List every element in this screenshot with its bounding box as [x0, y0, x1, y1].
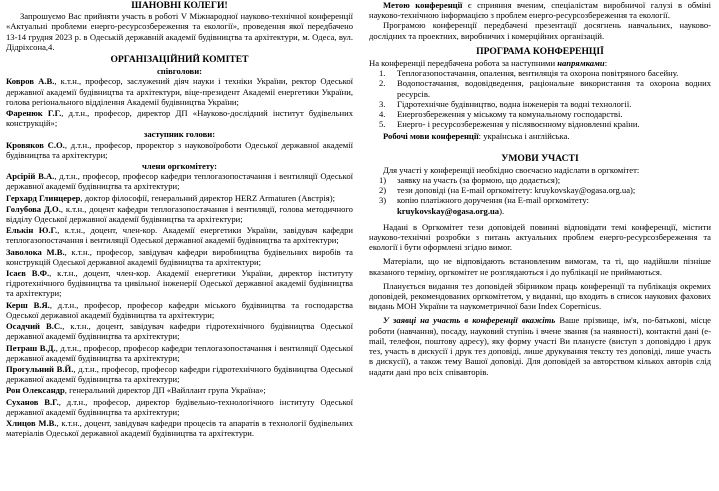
deputy-desc: , д.т.н., професор, проректор з науковоїроботи Одеської державної академії будівництва та архітектури;: [6, 139, 354, 160]
goal-label: Метою конференції: [383, 0, 463, 10]
committee-title: ОРГАНІЗАЦІЙНИЙ КОМІТЕТ: [110, 54, 249, 66]
committee-member-entry: [6, 193, 353, 203]
member-name: Осадчий В.С.: [6, 321, 63, 332]
deputy-subtitle: заступник голови:: [143, 129, 216, 140]
member-description: , к.т.н., професор, завідувач кафедри виробництва будівельних виробів та конструкцій Одеської державної академії будівництва та архітектури;: [6, 246, 353, 267]
apply-label: У заявці на участь в конференції вкажіть: [383, 315, 556, 326]
member-description: , к.т.н., доцент, завідувач кафедри процесів та апаратів в технології будівельних матеріалів Одеської державної академії будівництва та архітектури.: [6, 417, 353, 439]
list-number: 5.: [379, 119, 386, 130]
invitation-paragraph: Запрошуємо Вас прийняти участь в роботі V Міжнародної науково-технічної конференції «Актуальні проблеми енерго-ресурсозбереження та екології», проведення якої передбачено 13-14 грудня 2023 р. в Одеській державній академії будівництва та архітектури, м. Одеса, вул. Дідріхсона,4.: [6, 11, 353, 52]
committee-member-entry: [6, 364, 353, 384]
member-name: Ковров А.В.: [6, 76, 55, 87]
member-name: Суханов В.Г.: [6, 396, 59, 407]
member-name: Заволока М.В.: [6, 246, 65, 257]
goal-paragraph: [369, 0, 711, 20]
goal-text: є сприяння вченим, спеціалістам виробничої галузі в обміні науково-технічною інформацією з проблем енерго-ресурсозбереження та екології.: [369, 0, 711, 21]
committee-member-entry: [6, 300, 353, 320]
condition-item: [369, 185, 711, 195]
list-number: 3): [379, 195, 387, 206]
list-number: 3.: [379, 98, 386, 109]
languages-paragraph: [369, 131, 711, 141]
direction-item: [369, 99, 711, 109]
conditions-intro: Для участі у конференції необхідно своєчасно надіслати в оргкомітет:: [383, 164, 640, 175]
list-text: Енергозбереження у міському та комунальному господарстві.: [397, 109, 623, 120]
conditions-email[interactable]: kruykovskay@ogasa.org.ua: [397, 205, 500, 216]
member-name: Хлицов М.В.: [6, 417, 57, 428]
conditions-email-line: kruykovskay@ogasa.org.ua).: [397, 205, 505, 216]
members-subtitle: члени оргкомітету:: [142, 161, 217, 172]
member-description: , к.т.н., доцент, член-кор. Академії енергетики України, директор інституту гідротехнічного будівництва та цивільної інженерії Одеської державної академії будівництва та архітектури;: [6, 268, 353, 299]
direction-item: [369, 78, 711, 98]
member-name: Рон Олександр: [6, 385, 65, 396]
member-description: , д.т.н., професор, професор кафедри гідротехнічного будівництва Одеської державної академії будівництва та архітектури;: [6, 363, 353, 385]
right-column: [369, 0, 711, 377]
left-column: [6, 0, 353, 439]
member-name: Петраш В.Д.: [6, 342, 56, 353]
list-number: 1): [379, 175, 387, 186]
deputy-entry: [6, 140, 353, 160]
member-description: , к.т.н., доцент кафедри теплогазопостачання і вентиляції, голова методичного відділу Одеської державної академії будівництва та архітектури;: [6, 203, 353, 225]
member-description: , доктор філософії, генеральний директор HERZ Armaturen (Австрія);: [80, 192, 335, 203]
list-text: заявку на участь (за формою, що додається);: [397, 175, 561, 186]
conditions-title: УМОВИ УЧАСТІ: [501, 152, 579, 164]
member-name: Прогульний В.Й.: [6, 363, 74, 374]
committee-member-entry: [6, 343, 353, 363]
chairs-list: [6, 76, 353, 128]
direction-item: [369, 109, 711, 119]
committee-member-entry: [6, 385, 353, 395]
list-number: 2): [379, 185, 387, 196]
deputy-name: Кровяков С.О.: [6, 139, 65, 150]
committee-member-entry: [6, 204, 353, 224]
program-paragraph: Програмою конференції передбачені презентації досягнень навчальних, науково-дослідних та проектних, виробничих і комерційних організацій.: [369, 20, 711, 41]
list-text: тези доповіді (на E-mail оргкомітету: kruykovskay@ogasa.org.ua);: [397, 185, 636, 196]
reject-paragraph: Матеріали, що не відповідають встановленим вимогам, та ті, що надійшли пізніше вказаного терміну, оргкомітет не розглядаються і до публікації не приймаються.: [369, 256, 711, 277]
program-intro-emphasis: напрямками: [557, 58, 605, 69]
member-name: Арсірій В.А.: [6, 171, 55, 182]
theses-paragraph: Надані в Оргкомітет тези доповідей повинні відповідати темі конференції, містити науково-технічні розробки з питань актуальних проблем енерго-ресурсозбереження та екології і бути оформлені згідно вимог.: [369, 221, 711, 253]
member-description: , генеральний директор ДП «Вайллант група Україна»;: [64, 385, 266, 396]
list-text: Енерго- і ресурсозбереження у післявоєнному відновленні країни.: [397, 119, 640, 130]
list-number: 2.: [379, 78, 386, 89]
direction-item: [369, 119, 711, 129]
committee-member-entry: [6, 418, 353, 438]
list-text: Гідротехнічне будівництво, водна інженерія та водні технології.: [397, 98, 632, 109]
publish-paragraph: Планується видання тез доповідей збірником праць конференції та публікація окремих доповідей, рекомендованих оргкомітетом, у виданні, що входить в список наукових фахових видань МОН України та наукометричної бази Index Copernicus.: [369, 280, 711, 312]
condition-item: [369, 195, 711, 205]
direction-item: [369, 68, 711, 78]
chairs-subtitle: співголови:: [156, 66, 203, 77]
apply-paragraph: [369, 315, 711, 376]
member-name: Фаренюк Г.Г.: [6, 108, 62, 119]
member-description: , д.т.н., професор, професор кафедри міського будівництва та господарства Одеської державної академії будівництва та архітектури;: [6, 299, 353, 320]
condition-item: [369, 175, 711, 185]
program-title: ПРОГРАМА КОНФЕРЕНЦІЇ: [476, 45, 604, 57]
member-description: , к.т.н., професор, заслужений діяч науки і техніки України, ректор Одеської державної академії будівництва та архітектури, віце-президент Академії енергетики України, голова регіонального відділення Академії будівництва України;: [6, 76, 354, 107]
member-description: , к.т.н., доцент, завідувач кафедри гідротехнічного будівництва Одеської державної академії будівництва та архітектури;: [6, 321, 353, 342]
languages-label: Робочі мови конференції: [383, 131, 479, 142]
apply-text: Ваше прізвище, ім'я, по-батькові, місце роботи (навчання), посаду, науковий ступінь і вчене звання (за наявності), контактні дані (e-mail, телефон, поштову адресу), яку форму участі Ви плануєте (виступ з доповіддю і друк тез, участь в дискусії і друк тез доповіді, лише друкування тексту тез доповіді, лише участь в дискусії), а також тему Вашої доповіді. Для доповідей за авторством кількох авторів слід надати дані про всіх співавторів.: [369, 315, 711, 377]
members-list: [6, 171, 353, 438]
member-description: , д.т.н., професор, директор ДП «Науково-дослідний інститут будівельних конструкцій»;: [6, 108, 353, 129]
languages-text: : українська і англійська.: [478, 131, 570, 142]
committee-member-entry: [6, 76, 353, 107]
conditions-list: [369, 175, 711, 206]
member-description: , д.т.н., професор, професор кафедри теплогазопостачання і вентиляції Одеської державної академії будівництва та архітектури;: [6, 342, 353, 363]
committee-member-entry: [6, 108, 353, 128]
member-description: , к.т.н., доцент, член-кор. Академії енергетики України, завідувач кафедри теплогазопостачання і вентиляції Одеської державної академії будівництва та архітектури;: [6, 225, 353, 246]
member-description: , д.т.н., професор, директор будівельно-технологічного інституту Одеської державної академії будівництва та архітектури;: [6, 396, 353, 417]
list-text: копію платіжного доручення (на E-mail оргкомітету:: [397, 195, 589, 206]
committee-member-entry: [6, 225, 353, 245]
member-name: Голубова Д.О.: [6, 203, 61, 214]
list-number: 1.: [379, 68, 386, 79]
member-name: Герхард Глинцерер: [6, 192, 81, 203]
committee-member-entry: [6, 268, 353, 299]
committee-member-entry: [6, 171, 353, 191]
directions-list: [369, 68, 711, 129]
committee-member-entry: [6, 397, 353, 417]
member-description: , д.т.н., професор, професор кафедри теплогазопостачання і вентиляції Одеської державної академії будівництва та архітектури;: [6, 171, 353, 192]
committee-member-entry: [6, 247, 353, 267]
member-name: Керш В.Я.: [6, 299, 50, 310]
member-name: Ісаєв В.Ф.: [6, 268, 50, 279]
member-name: Елькін Ю.Г.: [6, 225, 58, 236]
program-intro: На конференції передбачена робота за наступними напрямками:: [369, 58, 608, 69]
list-text: Водопостачання, водовідведення, раціональне використання та охорона водних ресурсів.: [397, 78, 711, 99]
greeting-heading: ШАНОВНІ КОЛЕГИ!: [131, 0, 228, 11]
list-text: Теплогазопостачання, опалення, вентиляція та охорона повітряного басейну.: [397, 68, 679, 79]
list-number: 4.: [379, 109, 386, 120]
committee-member-entry: [6, 321, 353, 341]
